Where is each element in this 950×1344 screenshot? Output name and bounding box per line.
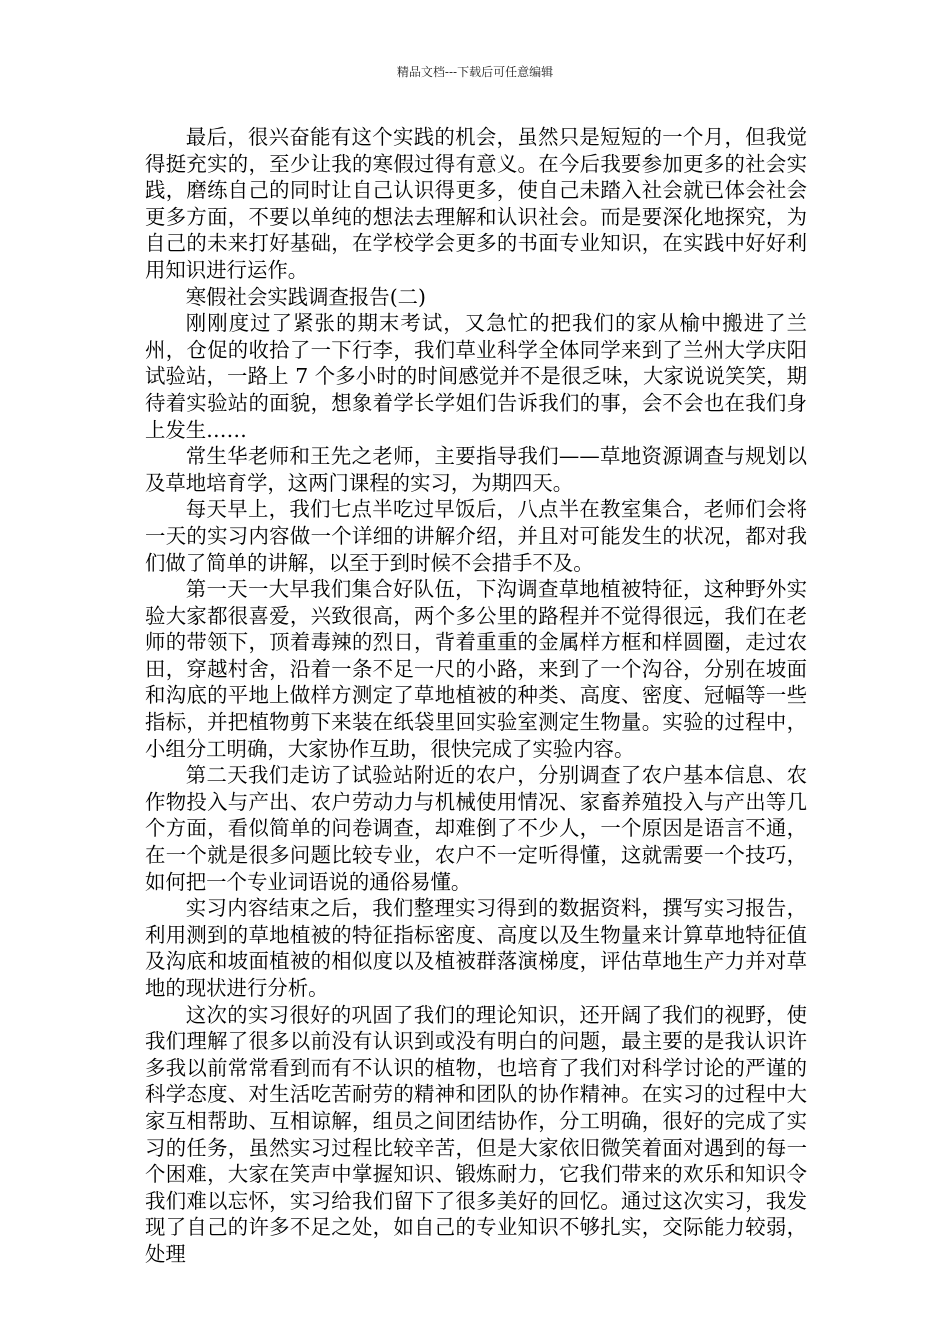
paragraph-day-two: 第二天我们走访了试验站附近的农户，分别调查了农户基本信息、农作物投入与产出、农户劳动力与机械使用情况、家畜养殖投入与产出等几个方面，看似简单的问卷调查，却难倒了不少人，一个原因是语言不通，在一个就是很多问题比较专业，农户不一定听得懂，这就需要一个技巧，如何把一个专业词语说的通俗易懂。	[145, 763, 807, 894]
document-body	[145, 124, 807, 1268]
paragraph-intro: 刚刚度过了紧张的期末考试，又急忙的把我们的家从榆中搬进了兰州，仓促的收拾了一下行李，我们草业科学全体同学来到了兰州大学庆阳试验站，一路上 7 个多小时的时间感觉并不是很乏味，大家说说笑笑，期待着实验站的面貌，想象着学长学姐们告诉我们的事，会不会也在我们身上发生……	[145, 311, 807, 442]
paragraph-report-writing: 实习内容结束之后，我们整理实习得到的数据资料，撰写实习报告，利用测到的草地植被的特征指标密度、高度以及生物量来计算草地特征值及沟底和坡面植被的相似度以及植被群落演梯度，评估草地生产力并对草地的现状进行分析。	[145, 896, 807, 1000]
page-header: 精品文档---下载后可任意编辑	[396, 65, 554, 79]
paragraph-day-one: 第一天一大早我们集合好队伍，下沟调查草地植被特征，这种野外实验大家都很喜爱，兴致很高，两个多公里的路程并不觉得很远，我们在老师的带领下，顶着毒辣的烈日，背着重重的金属样方框和样圆圈，走过农田，穿越村舍，沿着一条不足一尺的小路，来到了一个沟谷，分别在坡面和沟底的平地上做样方测定了草地植被的种类、高度、密度、冠幅等一些指标，并把植物剪下来装在纸袋里回实验室测定生物量。实验的过程中，小组分工明确，大家协作互助，很快完成了实验内容。	[145, 577, 807, 761]
paragraph-daily-schedule: 每天早上，我们七点半吃过早饭后，八点半在教室集合，老师们会将一天的实习内容做一个详细的讲解介绍，并且对可能发生的状况，都对我们做了简单的讲解，以至于到时候不会措手不及。	[145, 497, 807, 575]
paragraph-teachers: 常生华老师和王先之老师，主要指导我们——草地资源调查与规划以及草地培育学，这两门课程的实习，为期四天。	[145, 444, 807, 495]
paragraph-closing: 最后，很兴奋能有这个实践的机会，虽然只是短短的一个月，但我觉得挺充实的，至少让我的寒假过得有意义。在今后我要参加更多的社会实践，磨练自己的同时让自己认识得更多，使自己未踏入社会就已体会社会更多方面，不要以单纯的想法去理解和认识社会。而是要深化地探究，为自己的未来打好基础，在学校学会更多的书面专业知识，在实践中好好利用知识进行运作。	[145, 125, 807, 282]
paragraph-reflection: 这次的实习很好的巩固了我们的理论知识，还开阔了我们的视野，使我们理解了很多以前没有认识到或没有明白的问题，最主要的是我认识许多我以前常常看到而有不认识的植物，也培育了我们对科学讨论的严谨的科学态度、对生活吃苦耐劳的精神和团队的协作精神。在实习的过程中大家互相帮助、互相谅解，组员之间团结协作，分工明确，很好的完成了实习的任务，虽然实习过程比较辛苦，但是大家依旧微笑着面对遇到的每一个困难，大家在笑声中掌握知识、锻炼耐力，它我们带来的欢乐和知识令我们难以忘怀，实习给我们留下了很多美好的回忆。通过这次实习，我发现了自己的许多不足之处，如自己的专业知识不够扎实，交际能力较弱，处理	[145, 1002, 807, 1266]
section-heading: 寒假社会实践调查报告(二)	[185, 284, 427, 309]
